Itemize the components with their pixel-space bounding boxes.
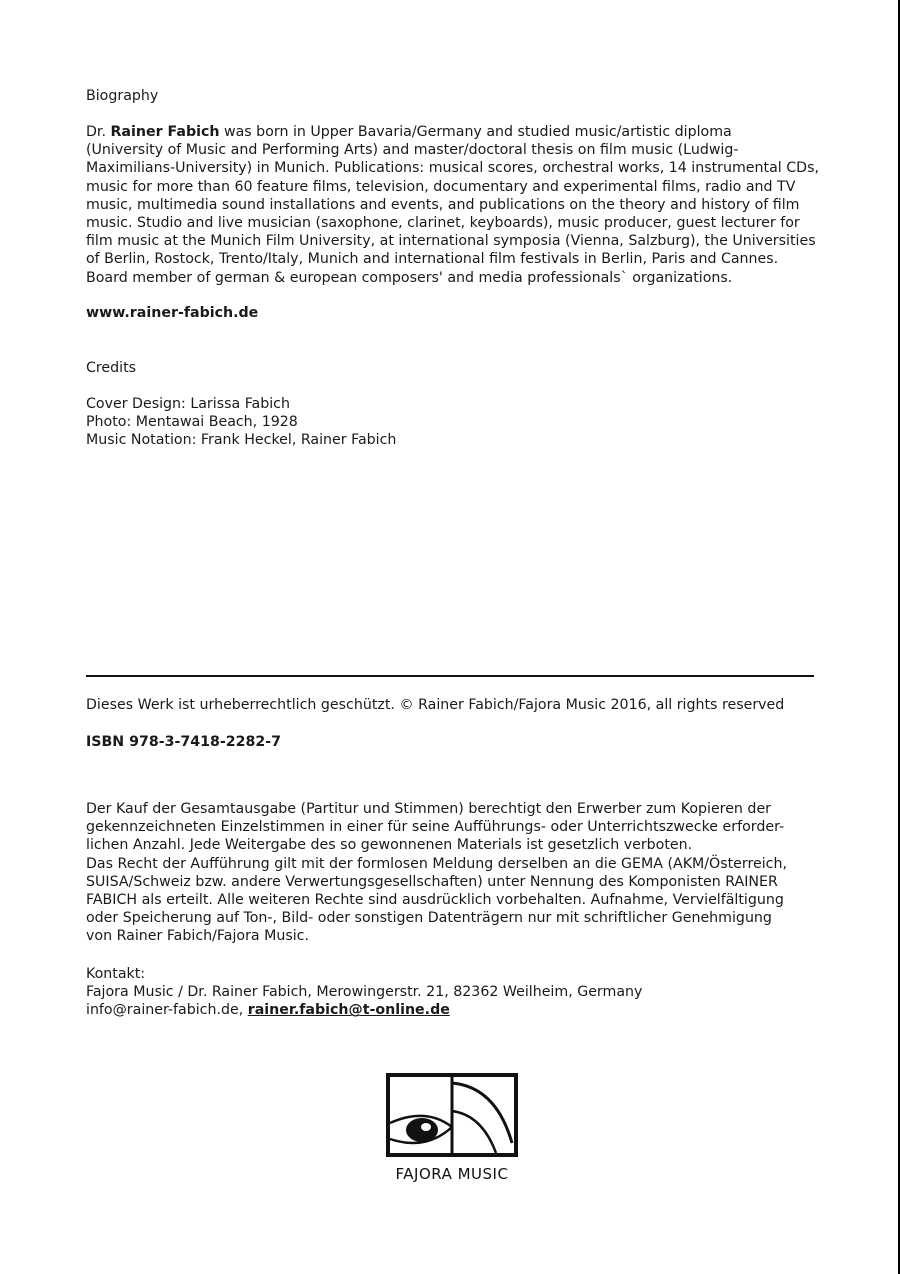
fajora-logo: [386, 1073, 518, 1183]
biography-line-prefix: Dr.: [86, 124, 111, 140]
credit-item: Cover Design: Larissa Fabich: [86, 396, 290, 412]
legal-line: lichen Anzahl. Jede Weitergabe des so gewonnenen Materials ist gesetzlich verboten.: [86, 837, 693, 854]
biography-text: [86, 123, 819, 287]
legal-notice: [86, 800, 816, 946]
biography-line-suffix: was born in Upper Bavaria/Germany and studied music/artistic diploma: [219, 124, 732, 140]
contact-emails: [86, 1001, 816, 1019]
legal-line: von Rainer Fabich/Fajora Music.: [86, 928, 309, 945]
divider-rule: [86, 675, 814, 677]
credit-item: Photo: Mentawai Beach, 1928: [86, 414, 298, 431]
credit-item: Music Notation: Frank Heckel, Rainer Fabich: [86, 432, 397, 449]
copyright-notice: Dieses Werk ist urheberrechtlich geschützt. © Rainer Fabich/Fajora Music 2016, all rights reserved: [86, 697, 785, 713]
credits-heading: Credits: [86, 360, 137, 376]
contact-address: Fajora Music / Dr. Rainer Fabich, Merowingerstr. 21, 82362 Weilheim, Germany: [86, 984, 643, 1001]
biography-line: of Berlin, Rostock, Trento/Italy, Munich and international film festivals in Berlin, Paris and Cannes.: [86, 251, 779, 268]
website-link[interactable]: www.rainer-fabich.de: [86, 305, 259, 321]
biography-line: film music at the Munich Film University, at international symposia (Vienna, Salzburg), the Universities: [86, 233, 816, 250]
isbn: ISBN 978-3-7418-2282-7: [86, 734, 282, 750]
legal-line: gekennzeichneten Einzelstimmen in einer für seine Aufführungs- oder Unterrichtszwecke erforder-: [86, 819, 785, 836]
legal-line: FABICH als erteilt. Alle weiteren Rechte sind ausdrücklich vorbehalten. Aufnahme, Vervielfältigung: [86, 892, 784, 909]
legal-line: oder Speicherung auf Ton-, Bild- oder sonstigen Datenträgern nur mit schriftlicher Genehmigung: [86, 910, 772, 927]
legal-line: Der Kauf der Gesamtausgabe (Partitur und Stimmen) berechtigt den Erwerber zum Kopieren der: [86, 801, 772, 817]
author-name: Rainer Fabich: [110, 124, 220, 140]
biography-line: Board member of german & european composers' and media professionals` organizations.: [86, 269, 733, 286]
credits-list: [86, 395, 816, 450]
legal-line: SUISA/Schweiz bzw. andere Verwertungsgesellschaften) unter Nennung des Komponisten RAINER: [86, 873, 778, 890]
legal-line: Das Recht der Aufführung gilt mit der formlosen Meldung derselben an die GEMA (AKM/Österreich,: [86, 855, 787, 872]
email-plain[interactable]: info@rainer-fabich.de,: [86, 1002, 248, 1019]
biography-heading: Biography: [86, 88, 159, 104]
biography-line: music, multimedia sound installations and events, and publications on the theory and history of film: [86, 196, 800, 213]
biography-line: (University of Music and Performing Arts) and master/doctoral thesis on film music (Ludwig-: [86, 142, 739, 159]
contact-heading: Kontakt:: [86, 966, 146, 982]
biography-line: [86, 123, 816, 141]
biography-line: music. Studio and live musician (saxophone, clarinet, keyboards), music producer, guest lecturer for: [86, 215, 800, 232]
contact-section: [86, 965, 816, 1020]
email-link[interactable]: rainer.fabich@t-online.de: [247, 1002, 450, 1019]
biography-line: music for more than 60 feature films, television, documentary and experimental films, radio and TV: [86, 178, 796, 195]
logo-label: FAJORA MUSIC: [395, 1165, 509, 1183]
eye-logo-icon: [386, 1073, 518, 1159]
biography-line: Maximilians-University) in Munich. Publications: musical scores, orchestral works, 14 instrumental CDs,: [86, 160, 819, 177]
